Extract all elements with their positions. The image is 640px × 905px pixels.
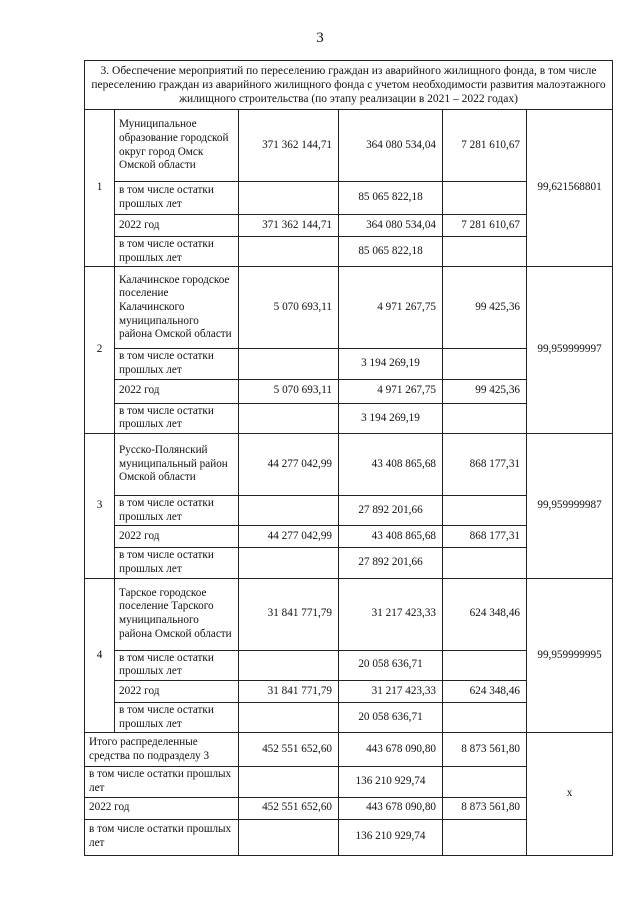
year-prev-years-amount: 3 194 269,19 [339,403,443,433]
prev-years-label: в том числе остатки прошлых лет [115,182,239,215]
totals-fund-amount: 136 210 929,74 [339,819,443,855]
year-label: 2022 год [85,797,239,819]
row-number: 3 [85,433,115,578]
year-total-amount: 5 070 693,11 [239,379,339,403]
prev-years-label: в том числе остатки прошлых лет [115,548,239,578]
distribution-table [84,60,613,856]
row-number: 1 [85,110,115,267]
year-budget-amount: 7 281 610,67 [443,215,527,237]
year-total-amount: 31 841 771,79 [239,680,339,702]
row-number: 4 [85,578,115,733]
empty-cell [443,349,527,379]
prev-years-label: в том числе остатки прошлых лет [85,767,239,797]
prev-years-label: в том числе остатки прошлых лет [115,702,239,732]
fund-amount: 4 971 267,75 [339,267,443,349]
empty-cell [239,182,339,215]
year-label: 2022 год [115,379,239,403]
fund-amount: 364 080 534,04 [339,110,443,182]
empty-cell [239,237,339,267]
percentage: 99,959999987 [527,433,613,578]
page-number: 3 [316,30,324,46]
prev-years-amount: 27 892 201,66 [339,495,443,525]
budget-amount: 624 348,46 [443,578,527,650]
budget-amount: 99 425,36 [443,267,527,349]
totals-budget-amount: 8 873 561,80 [443,733,527,767]
empty-cell [443,237,527,267]
empty-cell [443,403,527,433]
empty-cell [239,548,339,578]
totals-total-amount: 452 551 652,60 [239,797,339,819]
budget-amount: 7 281 610,67 [443,110,527,182]
total-amount: 44 277 042,99 [239,433,339,495]
row-number: 2 [85,267,115,434]
empty-cell [443,495,527,525]
municipality-row [85,433,613,495]
municipality-name: Русско-Полянский муниципальный район Омской области [115,433,239,495]
prev-years-label: в том числе остатки прошлых лет [115,403,239,433]
budget-amount: 868 177,31 [443,433,527,495]
empty-cell [443,650,527,680]
year-label: 2022 год [115,680,239,702]
prev-years-label: в том числе остатки прошлых лет [115,650,239,680]
prev-years-label: в том числе остатки прошлых лет [85,819,239,855]
prev-years-amount: 20 058 636,71 [339,650,443,680]
empty-cell [239,349,339,379]
prev-years-amount: 85 065 822,18 [339,182,443,215]
municipality-row [85,267,613,349]
municipality-name: Калачинское городское поселение Калачинского муниципального района Омской области [115,267,239,349]
empty-cell [239,819,339,855]
year-budget-amount: 99 425,36 [443,379,527,403]
empty-cell [239,495,339,525]
percentage: 99,959999995 [527,578,613,733]
total-amount: 371 362 144,71 [239,110,339,182]
municipality-name: Тарское городское поселение Тарского муниципального района Омской области [115,578,239,650]
year-total-amount: 44 277 042,99 [239,526,339,548]
empty-cell [443,182,527,215]
total-amount: 31 841 771,79 [239,578,339,650]
prev-years-label: в том числе остатки прошлых лет [115,495,239,525]
prev-years-label: в том числе остатки прошлых лет [115,237,239,267]
prev-years-amount: 3 194 269,19 [339,349,443,379]
year-fund-amount: 364 080 534,04 [339,215,443,237]
totals-fund-amount: 443 678 090,80 [339,797,443,819]
totals-fund-amount: 443 678 090,80 [339,733,443,767]
year-budget-amount: 624 348,46 [443,680,527,702]
year-label: 2022 год [115,215,239,237]
fund-amount: 31 217 423,33 [339,578,443,650]
fund-amount: 43 408 865,68 [339,433,443,495]
municipality-name: Муниципальное образование городской округ город Омск Омской области [115,110,239,182]
empty-cell [239,650,339,680]
totals-budget-amount: 8 873 561,80 [443,797,527,819]
year-total-amount: 371 362 144,71 [239,215,339,237]
year-prev-years-amount: 20 058 636,71 [339,702,443,732]
empty-cell [239,767,339,797]
totals-label: Итого распределенные средства по подразделу 3 [85,733,239,767]
year-prev-years-amount: 27 892 201,66 [339,548,443,578]
year-fund-amount: 31 217 423,33 [339,680,443,702]
totals-row [85,733,613,767]
empty-cell [443,767,527,797]
year-budget-amount: 868 177,31 [443,526,527,548]
prev-years-label: в том числе остатки прошлых лет [115,349,239,379]
empty-cell [239,403,339,433]
municipality-row [85,578,613,650]
empty-cell [443,819,527,855]
year-prev-years-amount: 85 065 822,18 [339,237,443,267]
year-fund-amount: 4 971 267,75 [339,379,443,403]
empty-cell [239,702,339,732]
totals-total-amount: 452 551 652,60 [239,733,339,767]
totals-fund-amount: 136 210 929,74 [339,767,443,797]
percentage: 99,621568801 [527,110,613,267]
section-title: 3. Обеспечение мероприятий по переселению граждан из аварийного жилищного фонда, в том числе переселению граждан из аварийного жилищного фонда с учетом необходимости развития малоэтажного жилищного строительства (по этапу реализации в 2021 – 2022 годах) [85,61,613,110]
empty-cell [443,702,527,732]
year-fund-amount: 43 408 865,68 [339,526,443,548]
year-label: 2022 год [115,526,239,548]
totals-percentage: x [527,733,613,855]
total-amount: 5 070 693,11 [239,267,339,349]
municipality-row [85,110,613,182]
percentage: 99,959999997 [527,267,613,434]
section-header-row [85,61,613,110]
empty-cell [443,548,527,578]
